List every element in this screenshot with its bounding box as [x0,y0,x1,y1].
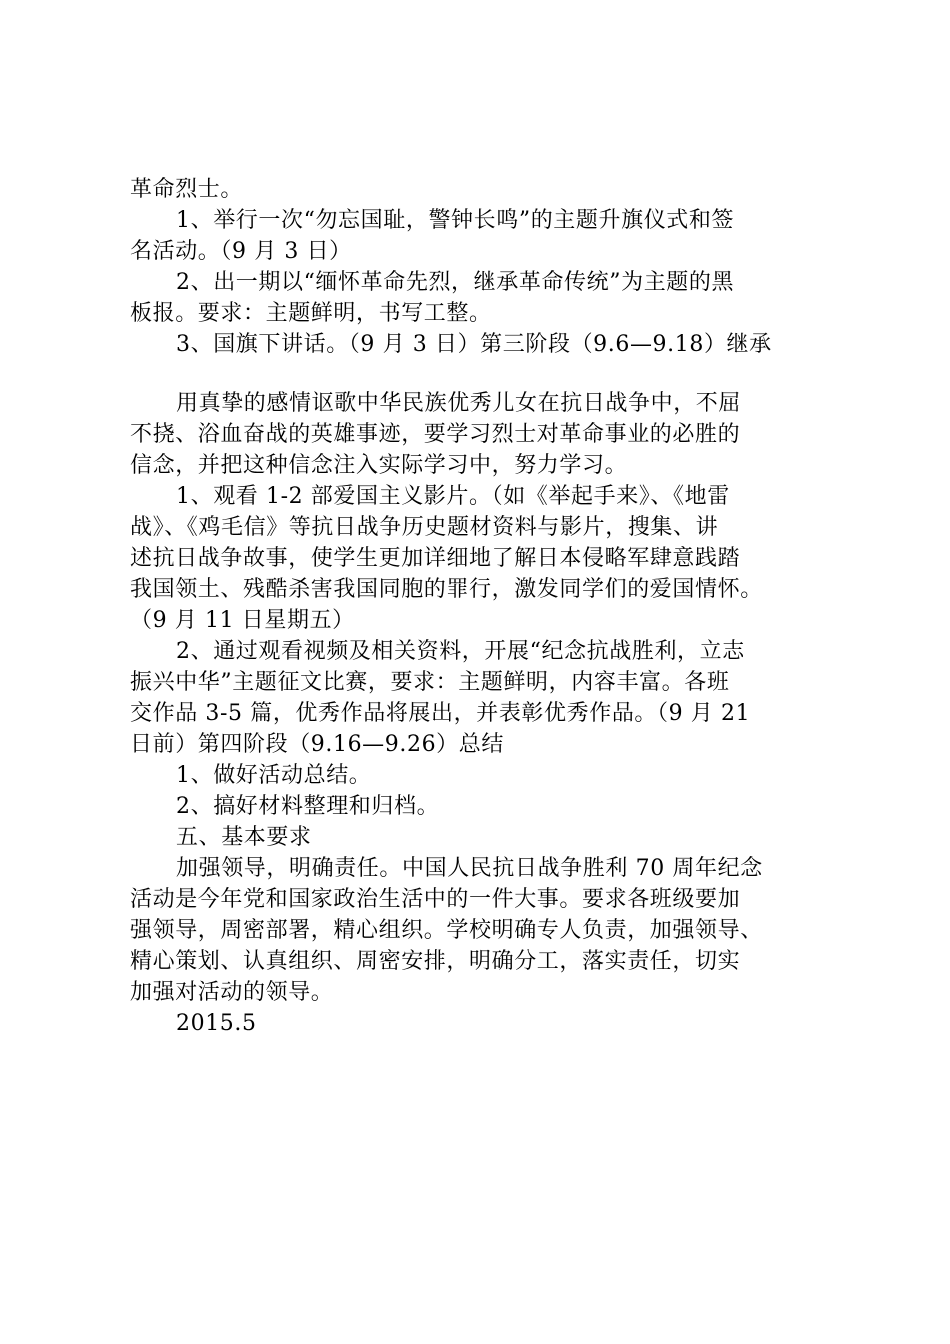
document-date: 2015.5 [176,1011,257,1036]
text-line: 精心策划、认真组织、周密安排，明确分工，落实责任，切实 [130,949,741,974]
text-line: （9 月 11 日星期五） [130,608,355,633]
text-line: 2、通过观看视频及相关资料，开展“纪念抗战胜利，立志 [176,639,745,664]
section-heading: 五、基本要求 [176,825,312,850]
text-line: 强领导，周密部署，精心组织。学校明确专人负责，加强领导、 [130,918,763,943]
text-line: 活动是今年党和国家政治生活中的一件大事。要求各班级要加 [130,887,741,912]
text-line: 2、出一期以“缅怀革命先烈，继承革命传统”为主题的黑 [176,270,735,295]
text-block-main [130,388,840,1039]
text-line: 加强对活动的领导。 [130,980,334,1005]
text-line: 战》、《鸡毛信》等抗日战争历史题材资料与影片，搜集、讲 [130,515,719,540]
text-line: 日前）第四阶段（9.16—9.26）总结 [130,732,504,757]
text-line: 述抗日战争故事，使学生更加详细地了解日本侵略军肆意践踏 [130,546,741,571]
text-line: 1、观看 1-2 部爱国主义影片。（如《举起手来》、《地雷 [176,484,730,509]
text-line: 板报。要求：主题鲜明，书写工整。 [130,301,492,326]
text-line: 1、举行一次“勿忘国耻，警钟长鸣”的主题升旗仪式和签 [176,208,735,233]
text-line: 我国领土、残酷杀害我国同胞的罪行，激发同学们的爱国情怀。 [130,577,763,602]
text-line: 不挠、浴血奋战的英雄事迹，要学习烈士对革命事业的必胜的 [130,422,741,447]
text-line: 加强领导，明确责任。中国人民抗日战争胜利 70 周年纪念 [176,856,763,881]
text-line: 名活动。（9 月 3 日） [130,239,352,264]
text-line: 振兴中华”主题征文比赛，要求：主题鲜明，内容丰富。各班 [130,670,730,695]
text-line: 2、搞好材料整理和归档。 [176,794,440,819]
text-line: 1、做好活动总结。 [176,763,372,788]
text-line: 信念，并把这种信念注入实际学习中，努力学习。 [130,453,628,478]
text-block-top [130,174,840,360]
text-line: 革命烈士。 [130,177,244,202]
text-line: 交作品 3-5 篇，优秀作品将展出，并表彰优秀作品。（9 月 21 [130,701,751,726]
text-line: 用真挚的感情讴歌中华民族优秀儿女在抗日战争中，不屈 [176,391,742,416]
text-line: 3、国旗下讲话。（9 月 3 日）第三阶段（9.6—9.18）继承 [176,332,772,357]
